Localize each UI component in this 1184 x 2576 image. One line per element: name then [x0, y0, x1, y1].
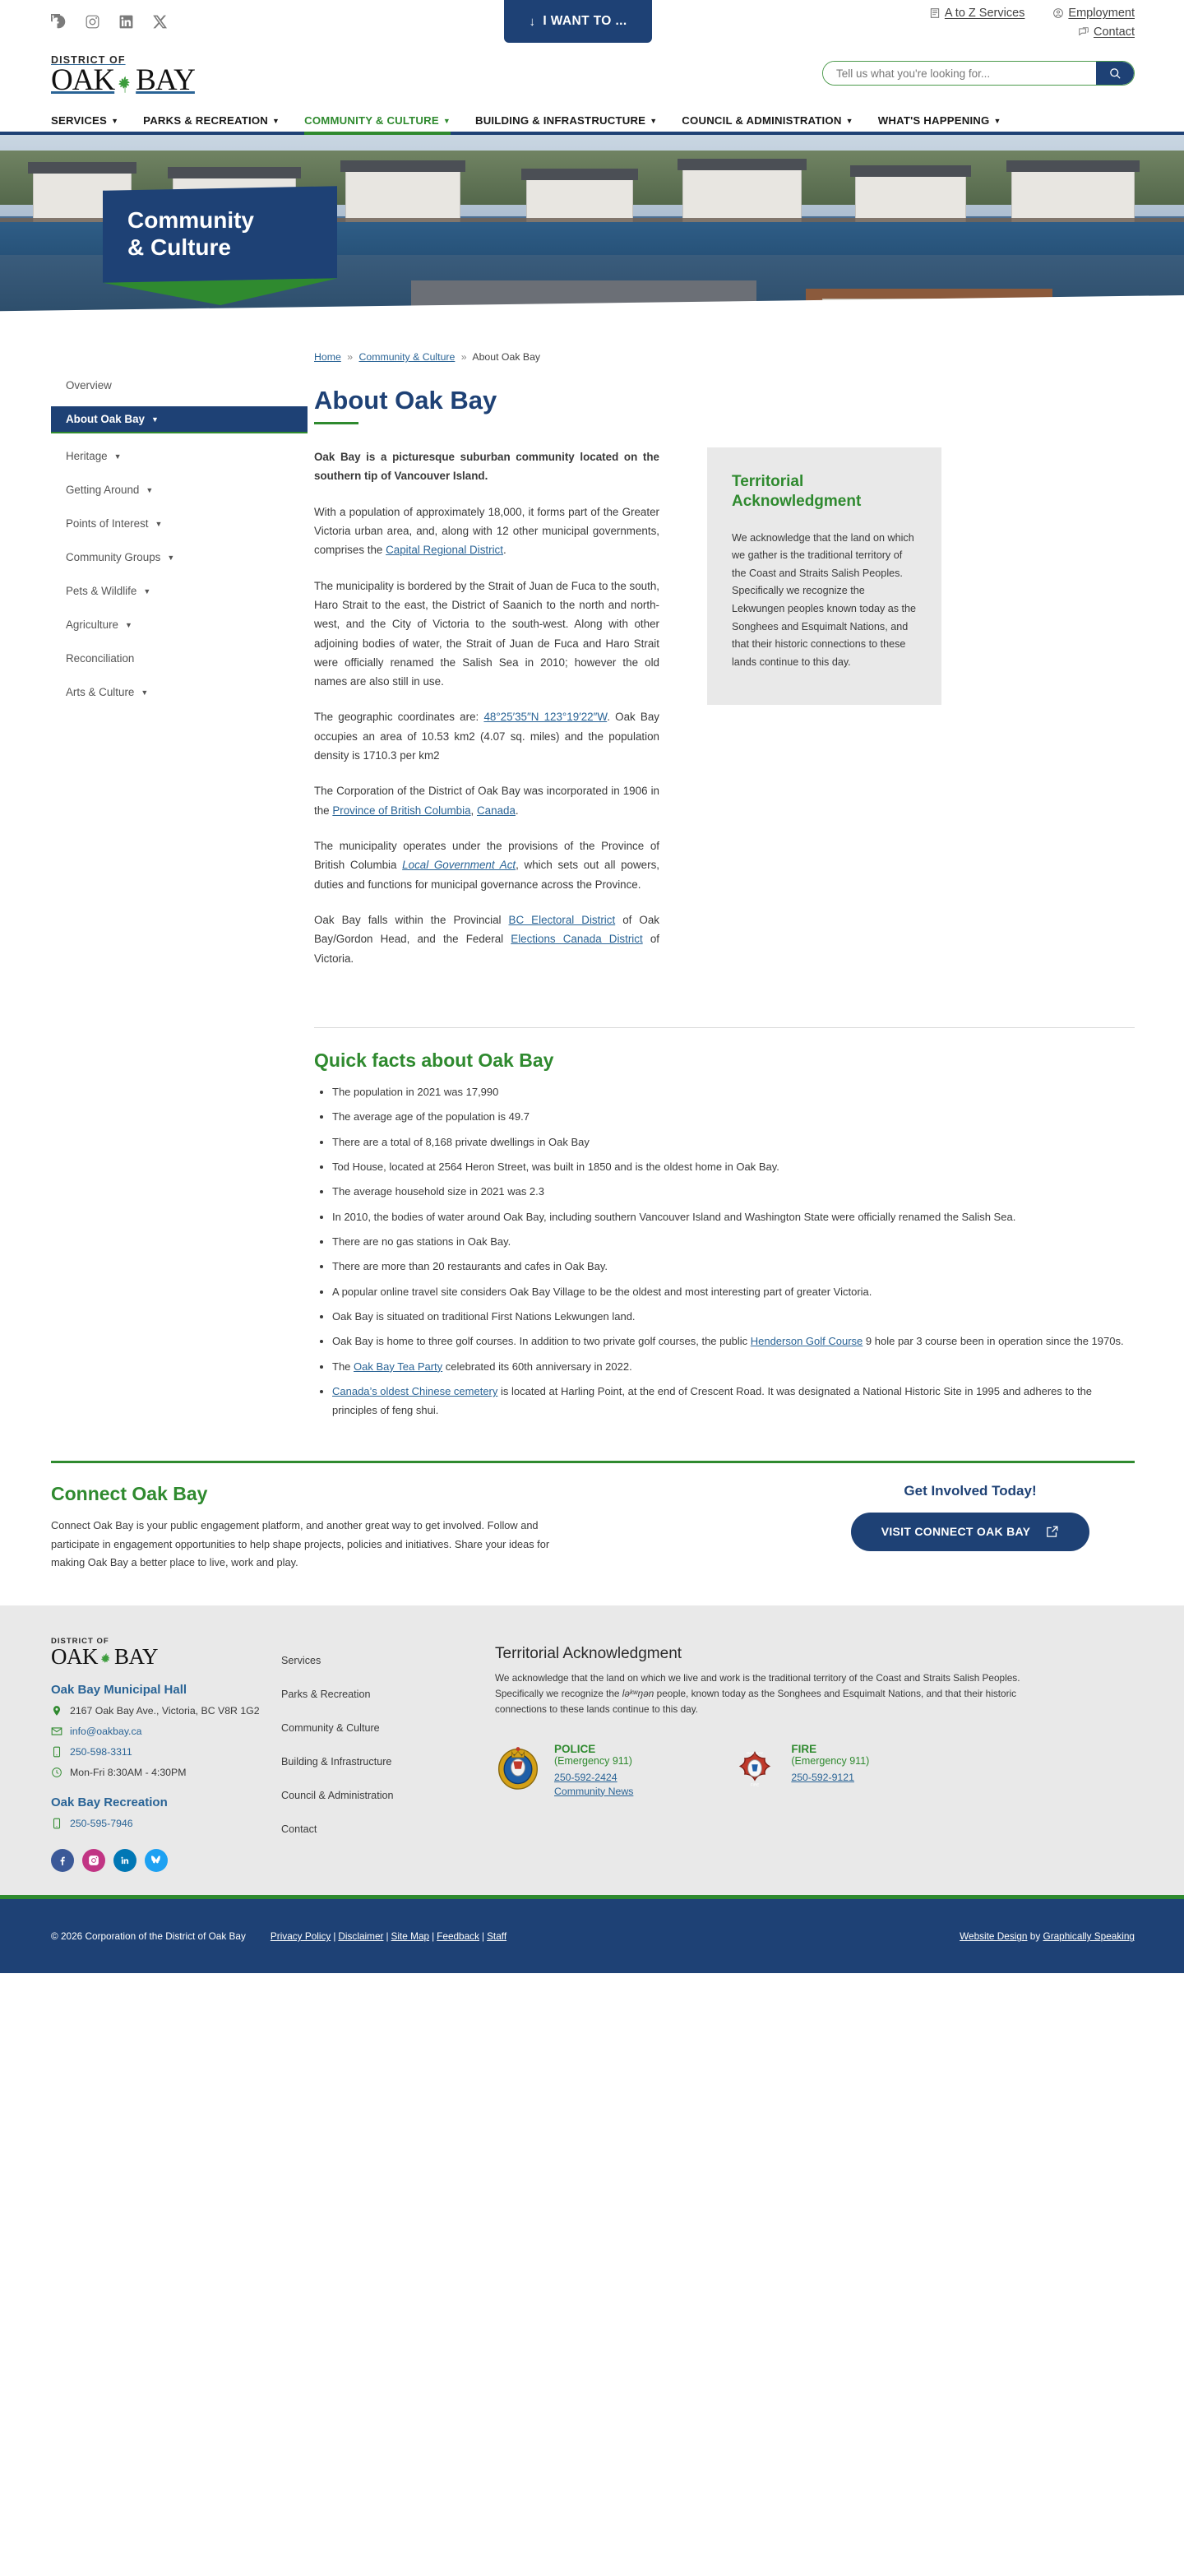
footer-phone-link[interactable]: 250-598-3311 — [70, 1745, 132, 1758]
quick-fact-item: • Oak Bay is situated on traditional First Nations Lekwungen land. — [332, 1308, 1135, 1326]
utility-links — [929, 7, 1135, 44]
link-separator: | — [386, 1930, 389, 1943]
contact-link[interactable] — [1078, 25, 1135, 39]
inline-link[interactable]: Oak Bay Tea Party — [354, 1360, 443, 1373]
instagram-icon[interactable] — [82, 1849, 105, 1872]
quick-fact-item: • Canada’s oldest Chinese cemetery is located at Harling Point, at the end of Crescent Road. It was designated a National Historic Site in 1995 and adheres to the principles of feng shui. — [332, 1383, 1135, 1420]
connect-body: Connect Oak Bay is your public engagement platform, and another great way to get involved. Follow and participate in engagement opportunities to help shape projects, policies and initiatives. Share your ideas for making Oak Bay a better place to live, work and play. — [51, 1518, 550, 1569]
quick-fact-item: • A popular online travel site considers Oak Bay Village to be the oldest and most interesting part of greater Victoria. — [332, 1283, 1135, 1301]
chevron-down-icon: ▼ — [111, 117, 119, 125]
site-logo[interactable] — [51, 54, 195, 95]
footer-ack-pre: We acknowledge that the land on which we live and work is the traditional territory of the Coast and Straits Salish Peoples. Specifically we recognize the — [495, 1672, 1020, 1700]
footer-rec-phone-row — [51, 1817, 281, 1832]
quick-fact-item: • Tod House, located at 2564 Heron Street, was built in 1850 and is the oldest home in Oak Bay. — [332, 1158, 1135, 1176]
quick-fact-item: • There are more than 20 restaurants and cafes in Oak Bay. — [332, 1258, 1135, 1276]
footer-phone-row — [51, 1745, 281, 1760]
police-contact — [495, 1743, 633, 1800]
breadcrumb-current: About Oak Bay — [472, 351, 541, 363]
footer-brand-column — [51, 1637, 281, 1872]
person-icon — [1052, 7, 1064, 19]
quick-facts-section — [314, 1027, 1135, 1420]
lead-paragraph: Oak Bay is a picturesque suburban community located on the southern tip of Vancouver Island. — [314, 451, 659, 483]
footer-acknowledgment-column — [495, 1637, 1135, 1872]
quick-fact-item: • There are a total of 8,168 private dwellings in Oak Bay — [332, 1133, 1135, 1151]
inline-link[interactable]: Local Government Act — [402, 859, 516, 872]
graphically-speaking-link[interactable]: Graphically Speaking — [1043, 1930, 1135, 1943]
facebook-icon[interactable] — [51, 14, 67, 30]
quick-fact-item: • The average household size in 2021 was 2.3 — [332, 1183, 1135, 1201]
visit-connect-oak-bay-button[interactable] — [851, 1513, 1089, 1551]
chevron-down-icon: ▼ — [845, 117, 853, 125]
footer-social-links — [51, 1849, 281, 1872]
svg-text:OAK BAY: OAK BAY — [747, 1750, 764, 1755]
page-title: About Oak Bay — [314, 386, 497, 415]
legal-links — [271, 1930, 506, 1942]
linkedin-icon[interactable] — [118, 14, 134, 30]
quick-fact-item: • There are no gas stations in Oak Bay. — [332, 1233, 1135, 1251]
sidebar-item-about-oak-bay[interactable]: About Oak Bay ▼ — [51, 406, 308, 433]
inline-link[interactable]: Capital Regional District — [386, 544, 503, 557]
mobile-phone-icon — [51, 1818, 62, 1829]
inline-link[interactable]: Henderson Golf Course — [750, 1335, 863, 1348]
x-icon[interactable] — [152, 14, 168, 30]
footer-logo-oak: OAK — [51, 1644, 98, 1670]
ack-panel-body: We acknowledge that the land on which we gather is the traditional territory of the Coast and Straits Salish Peoples. Specifically we recognize the Lekwungen peoples known today as the Songhees and Esquimalt Nations, and that their historic connections to these lands continue to this day. — [732, 531, 917, 669]
oak-leaf-icon — [114, 72, 136, 93]
breadcrumb-home[interactable]: Home — [314, 351, 341, 363]
search-icon — [1109, 67, 1122, 80]
i-want-to-label: I WANT TO ... — [543, 14, 627, 28]
link-separator: | — [481, 1930, 485, 1943]
website-design-link[interactable]: Website Design — [960, 1930, 1028, 1943]
bottom-link-staff[interactable]: Staff — [487, 1930, 507, 1943]
footer-logo-bay: BAY — [114, 1644, 159, 1670]
chevron-down-icon: ▼ — [125, 620, 132, 629]
logo-wordmark — [51, 63, 195, 97]
footer-hours-row — [51, 1766, 281, 1781]
article-paragraph: The municipality is bordered by the Strait of Juan de Fuca to the south, Haro Strait to the east, the District of Saanich to the north and north-west, and the City of Victoria to the south-west. Along with other adjoining bodies of water, the Strait of Juan de Fuca and Haro Strait were officially renamed the Salish Sea in 2010; however the old names are also still in use. — [314, 579, 659, 688]
search-input[interactable] — [823, 62, 1096, 85]
fire-title: FIRE — [791, 1742, 817, 1755]
footer-hours: Mon-Fri 8:30AM - 4:30PM — [70, 1766, 187, 1778]
breadcrumb-section[interactable]: Community & Culture — [358, 351, 456, 363]
content-columns — [314, 447, 1135, 985]
hero-badge-line1: Community — [127, 206, 254, 233]
chevron-down-icon: ▼ — [141, 688, 149, 697]
footer-hall-title: Oak Bay Municipal Hall — [51, 1683, 187, 1698]
footer-rec-title: Oak Bay Recreation — [51, 1795, 168, 1809]
sidebar-item-overview[interactable]: Overview — [66, 379, 112, 391]
bluesky-icon[interactable] — [145, 1849, 168, 1872]
inline-link[interactable]: BC Electoral District — [508, 913, 616, 926]
police-title: POLICE — [554, 1742, 596, 1755]
sidebar-item-pets-wildlife[interactable]: Pets & Wildlife ▼ — [66, 585, 151, 597]
list-icon — [929, 7, 941, 19]
site-footer — [0, 1605, 1184, 1895]
oak-leaf-icon — [98, 1650, 114, 1666]
clock-icon — [51, 1767, 62, 1778]
sidebar-item-heritage[interactable]: Heritage ▼ — [66, 450, 122, 462]
article-paragraph: The municipality operates under the provisions of the Province of British Columbia Local Government Act, which sets out all powers, duties and functions for municipal governance across the Province. — [314, 840, 660, 891]
footer-link-community-culture[interactable]: Community & Culture — [281, 1722, 380, 1735]
download-arrow-icon: ↓ — [529, 14, 536, 29]
footer-ack-italic-term: ləᵏʷŋən — [622, 1688, 654, 1700]
territorial-acknowledgment-panel — [707, 447, 941, 705]
a-to-z-services-link[interactable] — [929, 7, 1025, 20]
chat-icon — [1078, 26, 1089, 38]
nav-whats-happening[interactable]: WHAT'S HAPPENING ▼ — [877, 114, 1001, 127]
get-involved-heading: Get Involved Today! — [904, 1482, 1037, 1499]
svg-text:FIRE: FIRE — [751, 1781, 760, 1786]
police-crest-icon — [495, 1743, 541, 1791]
facebook-icon[interactable] — [51, 1849, 74, 1872]
footer-email-link[interactable]: info@oakbay.ca — [70, 1726, 142, 1738]
hero-badge-line2: & Culture — [127, 234, 231, 260]
nav-building-infrastructure[interactable]: BUILDING & INFRASTRUCTURE ▼ — [474, 114, 658, 127]
footer-link-building-infrastructure[interactable]: Building & Infrastructure — [281, 1756, 392, 1768]
nav-community-culture[interactable]: COMMUNITY & CULTURE ▼ — [304, 109, 451, 132]
chevron-down-icon: ▼ — [113, 452, 122, 461]
logo-oak-text: OAK — [51, 63, 115, 97]
breadcrumb — [314, 351, 1135, 363]
inline-link[interactable]: 48°25′35″N 123°19′22″W — [483, 711, 608, 724]
chevron-down-icon: ▼ — [146, 485, 154, 494]
link-separator: | — [432, 1930, 435, 1943]
section-sidebar — [51, 328, 308, 1426]
article-paragraph: With a population of approximately 18,000, it forms part of the Greater Victoria urban area, and, along with 12 other municipal governments, comprises the Capital Regional District. — [314, 505, 659, 557]
nav-council-administration[interactable]: COUNCIL & ADMINISTRATION ▼ — [682, 114, 853, 127]
connect-oak-bay-section — [51, 1461, 1135, 1605]
chevron-down-icon: ▼ — [993, 117, 1001, 125]
inline-link[interactable]: Elections Canada District — [511, 933, 643, 946]
fire-contact — [732, 1743, 869, 1800]
quick-fact-item: • The average age of the population is 49.7 — [332, 1108, 1135, 1126]
map-pin-icon — [51, 1705, 62, 1717]
footer-logo-wordmark — [51, 1646, 281, 1668]
employment-link[interactable] — [1052, 7, 1135, 20]
chevron-down-icon: ▼ — [272, 117, 280, 125]
link-separator: | — [333, 1930, 336, 1943]
chevron-down-icon: ▼ — [650, 117, 658, 125]
fire-subtitle: (Emergency 911) — [791, 1754, 870, 1767]
connect-title: Connect Oak Bay — [51, 1482, 208, 1504]
i-want-to-button[interactable] — [504, 0, 652, 43]
sidebar-item-arts-culture[interactable]: Arts & Culture ▼ — [66, 686, 149, 698]
breadcrumb-separator: » — [347, 351, 354, 363]
bottom-bar — [0, 1899, 1184, 1973]
quick-facts-title: Quick facts about Oak Bay — [314, 1049, 554, 1071]
article-column — [314, 447, 659, 985]
contact-label: Contact — [1094, 25, 1135, 39]
inline-link[interactable]: Province of British Columbia — [332, 804, 471, 817]
chevron-down-icon: ▼ — [167, 553, 175, 562]
footer-link-parks-recreation[interactable]: Parks & Recreation — [281, 1689, 371, 1701]
mobile-phone-icon — [51, 1746, 62, 1758]
external-link-icon — [1045, 1525, 1059, 1539]
sidebar-item-agriculture[interactable]: Agriculture ▼ — [66, 619, 132, 631]
logo-bay-text: BAY — [136, 63, 195, 97]
website-design-credit: Website Design by Graphically Speaking — [960, 1930, 1135, 1943]
copyright-text: © 2026 Corporation of the District of Oak Bay — [51, 1930, 246, 1943]
hero-banner — [0, 135, 1184, 328]
brand-bar — [0, 54, 1184, 109]
footer-link-council-administration[interactable]: Council & Administration — [281, 1790, 394, 1802]
footer-link-services[interactable]: Services — [281, 1655, 321, 1667]
footer-rec-phone-link[interactable]: 250-595-7946 — [70, 1817, 133, 1829]
police-phone-link[interactable]: 250-592-2424 — [554, 1771, 617, 1783]
top-utility-bar — [0, 0, 1184, 58]
emergency-contacts — [495, 1743, 1135, 1800]
chevron-down-icon: ▼ — [442, 117, 451, 125]
bottom-link-feedback[interactable]: Feedback — [437, 1930, 479, 1943]
inline-link[interactable]: Canada — [477, 804, 516, 817]
sidebar-item-points-of-interest[interactable]: Points of Interest ▼ — [66, 517, 163, 530]
main-content — [308, 328, 1135, 1426]
footer-address: 2167 Oak Bay Ave., Victoria, BC V8R 1G2 — [70, 1705, 260, 1717]
footer-ack-body — [495, 1670, 1021, 1717]
cta-label: VISIT CONNECT OAK BAY — [881, 1524, 1031, 1538]
ack-panel-title: Territorial Acknowledgment — [732, 473, 862, 510]
article-paragraph: Oak Bay falls within the Provincial BC Electoral District of Oak Bay/Gordon Head, and the Federal Elections Canada District of Victoria. — [314, 913, 660, 965]
logo-district-text: DISTRICT OF — [51, 54, 126, 66]
bottom-link-privacy-policy[interactable]: Privacy Policy — [270, 1930, 331, 1943]
chevron-down-icon: ▼ — [143, 586, 151, 595]
footer-link-contact[interactable]: Contact — [281, 1823, 317, 1836]
article-paragraph: The geographic coordinates are: 48°25′35″N 123°19′22″W. Oak Bay occupies an area of 10.53 km2 (4.07 sq. miles) and the population density is 1710.3 per km2 — [314, 711, 659, 762]
employment-label: Employment — [1068, 7, 1135, 20]
connect-cta-block — [839, 1483, 1135, 1573]
a-to-z-services-label: A to Z Services — [944, 7, 1025, 20]
search-button[interactable] — [1096, 62, 1134, 85]
breadcrumb-separator: » — [460, 351, 467, 363]
search-bar[interactable] — [822, 61, 1135, 86]
page-body — [0, 328, 1184, 1426]
chevron-down-icon: ▼ — [155, 519, 163, 528]
quick-fact-item: • The population in 2021 was 17,990 — [332, 1083, 1135, 1101]
article-paragraph: The Corporation of the District of Oak Bay was incorporated in 1906 in the Province of British Columbia, Canada. — [314, 785, 659, 817]
quick-fact-item: • In 2010, the bodies of water around Oak Bay, including southern Vancouver Island and Washington State were officially renamed the Salish Sea. — [332, 1208, 1135, 1226]
sidebar-item-reconciliation[interactable]: Reconciliation — [66, 652, 135, 665]
nav-parks-recreation[interactable]: PARKS & RECREATION ▼ — [143, 114, 280, 127]
police-subtitle: (Emergency 911) — [554, 1754, 632, 1767]
bottom-link-site-map[interactable]: Site Map — [391, 1930, 430, 1943]
fire-phone-link[interactable]: 250-592-9121 — [791, 1771, 854, 1783]
police-community-news-link[interactable]: Community News — [554, 1785, 634, 1797]
footer-email-row — [51, 1725, 281, 1740]
footer-ack-post: people, known today as the Songhees and Esquimalt Nations, and that their historic connections to these lands continue to this day. — [495, 1688, 1017, 1716]
quick-fact-item: • The Oak Bay Tea Party celebrated its 60th anniversary in 2022. — [332, 1358, 1135, 1376]
footer-nav-column — [281, 1637, 495, 1872]
instagram-icon[interactable] — [85, 14, 100, 30]
hero-badge-arrow — [103, 278, 338, 307]
sidebar-item-community-groups[interactable]: Community Groups ▼ — [66, 551, 175, 563]
footer-address-row — [51, 1704, 281, 1719]
chevron-down-icon: ▼ — [150, 415, 159, 424]
title-underline — [314, 422, 358, 424]
footer-logo-district: DISTRICT OF — [51, 1637, 109, 1647]
linkedin-icon[interactable] — [113, 1849, 136, 1872]
inline-link[interactable]: Canada’s oldest Chinese cemetery — [332, 1385, 498, 1398]
quick-fact-item: • Oak Bay is home to three golf courses. In addition to two private golf courses, the public Henderson Golf Course 9 hole par 3 course been in operation since the 1970s. — [332, 1332, 1135, 1351]
quick-facts-list — [314, 1083, 1135, 1420]
social-links — [0, 0, 168, 30]
bottom-link-disclaimer[interactable]: Disclaimer — [338, 1930, 384, 1943]
nav-services[interactable]: SERVICES ▼ — [51, 114, 119, 127]
hero-page-badge — [103, 188, 337, 305]
fire-crest-icon — [732, 1743, 778, 1791]
article-paragraphs — [314, 503, 659, 968]
main-navigation — [0, 109, 1184, 135]
connect-text-block — [51, 1483, 561, 1573]
sidebar-item-getting-around[interactable]: Getting Around ▼ — [66, 484, 154, 496]
footer-ack-title: Territorial Acknowledgment — [495, 1645, 682, 1663]
envelope-icon — [51, 1726, 62, 1737]
